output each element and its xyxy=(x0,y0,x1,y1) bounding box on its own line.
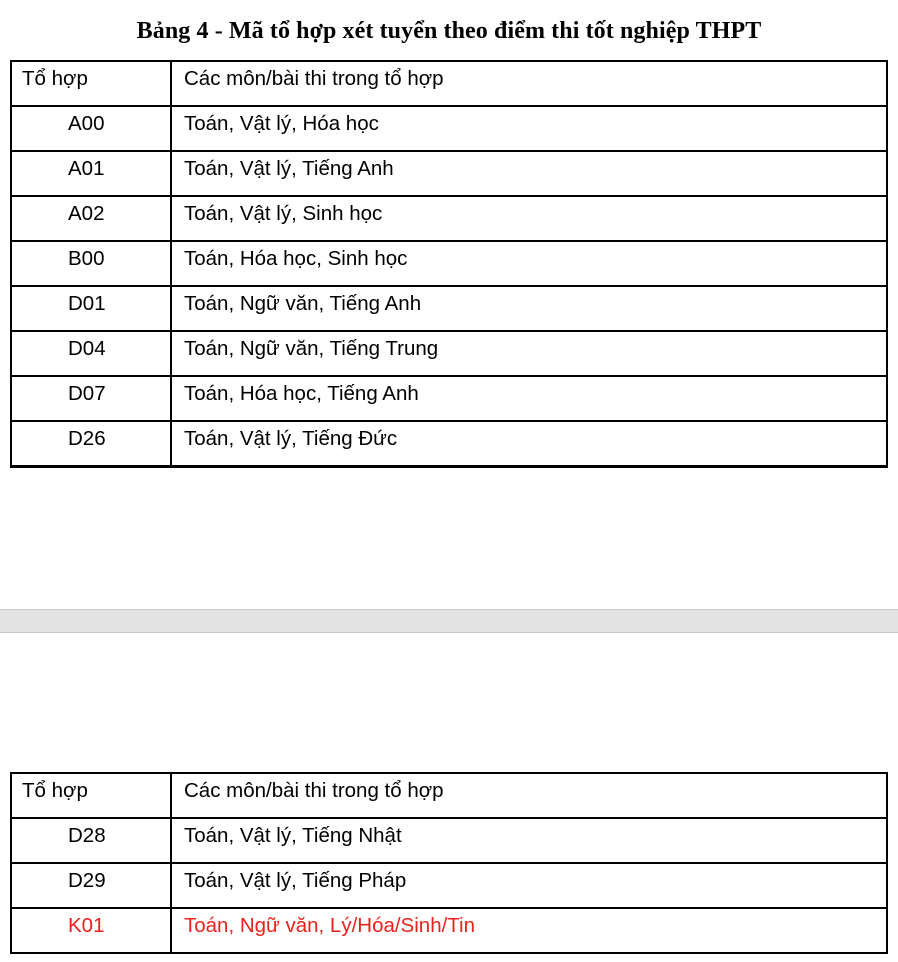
row-code: D29 xyxy=(11,863,171,908)
row-subjects: Toán, Vật lý, Tiếng Nhật xyxy=(171,818,887,863)
table-row xyxy=(11,421,887,466)
row-code: B00 xyxy=(11,241,171,286)
header-subjects: Các môn/bài thi trong tổ hợp xyxy=(171,773,887,818)
table-row xyxy=(11,863,887,908)
table-row xyxy=(11,331,887,376)
row-subjects: Toán, Ngữ văn, Lý/Hóa/Sinh/Tin xyxy=(171,908,887,953)
combination-table-1 xyxy=(10,60,888,468)
table-row xyxy=(11,151,887,196)
table-row xyxy=(11,196,887,241)
combination-table-2 xyxy=(10,772,888,954)
row-subjects: Toán, Ngữ văn, Tiếng Trung xyxy=(171,331,887,376)
header-subjects: Các môn/bài thi trong tổ hợp xyxy=(171,61,887,106)
table-row xyxy=(11,376,887,421)
row-code: D28 xyxy=(11,818,171,863)
row-subjects: Toán, Vật lý, Tiếng Pháp xyxy=(171,863,887,908)
row-code: D01 xyxy=(11,286,171,331)
row-subjects: Toán, Vật lý, Hóa học xyxy=(171,106,887,151)
table-row xyxy=(11,286,887,331)
row-subjects: Toán, Ngữ văn, Tiếng Anh xyxy=(171,286,887,331)
row-code: D07 xyxy=(11,376,171,421)
row-subjects: Toán, Vật lý, Sinh học xyxy=(171,196,887,241)
page-separator xyxy=(0,609,898,633)
table-row-highlighted xyxy=(11,908,887,953)
header-code: Tổ hợp xyxy=(11,61,171,106)
page-title: Bảng 4 - Mã tổ hợp xét tuyển theo điểm thi tốt nghiệp THPT xyxy=(136,18,762,44)
row-code: A00 xyxy=(11,106,171,151)
row-code: D04 xyxy=(11,331,171,376)
row-subjects: Toán, Hóa học, Sinh học xyxy=(171,241,887,286)
row-code: A02 xyxy=(11,196,171,241)
row-subjects: Toán, Vật lý, Tiếng Anh xyxy=(171,151,887,196)
table-header-row xyxy=(11,61,887,106)
header-code: Tổ hợp xyxy=(11,773,171,818)
table-row xyxy=(11,818,887,863)
row-code: D26 xyxy=(11,421,171,466)
row-code: K01 xyxy=(11,908,171,953)
table-row xyxy=(11,241,887,286)
row-code: A01 xyxy=(11,151,171,196)
row-subjects: Toán, Hóa học, Tiếng Anh xyxy=(171,376,887,421)
row-subjects: Toán, Vật lý, Tiếng Đức xyxy=(171,421,887,466)
table-row xyxy=(11,106,887,151)
table-header-row xyxy=(11,773,887,818)
